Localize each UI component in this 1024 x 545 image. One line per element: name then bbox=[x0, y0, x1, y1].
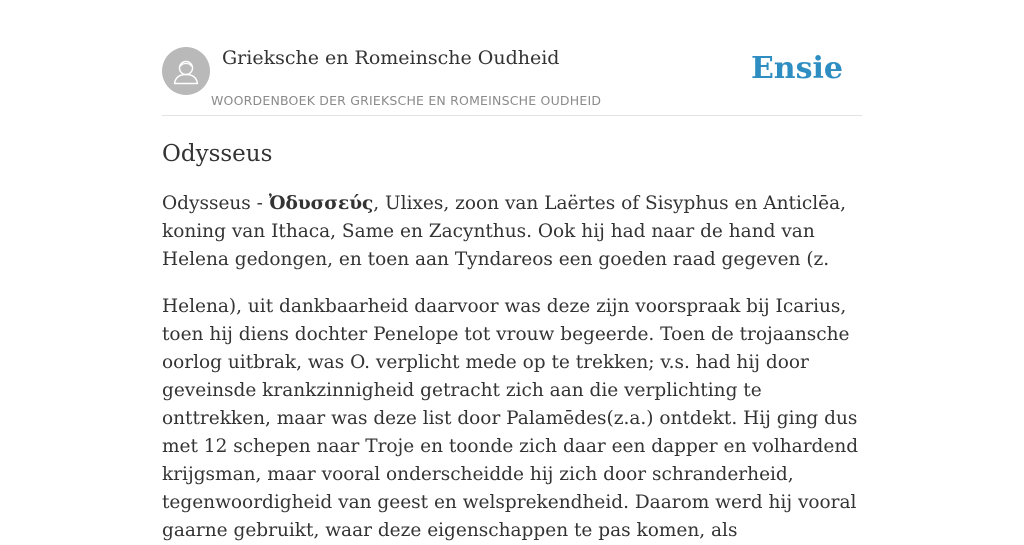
article-paragraph: Helena), uit dankbaarheid daarvoor was deze zijn voorspraak bij Icarius, toen hij diens dochter Penelope tot vrouw begeerde. Toen de trojaansche oorlog uitbrak, was O. verplicht mede op te trekken; v.s. had hij door geveinsde krankzinnigheid getracht zich aan die verplichting te onttrekken, maar was deze list door Palamēdes(z.a.) ontdekt. Hij ging dus met 12 schepen naar Troje en toonde zich daar een dapper en volhardend krijgsman, maar vooral onderscheidde hij zich door schranderheid, tegenwoordigheid van geest en welsprekendheid. Daarom werd hij vooral gaarne gebruikt, waar deze eigenschappen te pas komen, als bbox=[162, 296, 859, 541]
ensie-logo[interactable]: Ensie bbox=[750, 51, 843, 86]
user-icon bbox=[162, 47, 210, 95]
page-header bbox=[162, 0, 862, 116]
paragraph-lead: Odysseus - bbox=[162, 193, 269, 214]
source-subtitle: WOORDENBOEK DER GRIEKSCHE EN ROMEINSCHE OUDHEID bbox=[211, 93, 602, 108]
article-paragraph bbox=[162, 190, 862, 274]
paragraph-text: , Ulixes, zoon van Laërtes of Sisyphus en Anticlēa, koning van Ithaca, Same en Zacynthus. Ook hij had naar de hand van Helena gedongen, en toen aan Tyndareos een goeden raad gegeven (z. bbox=[162, 193, 847, 270]
greek-term: Ὀδυσσεύς bbox=[268, 193, 374, 214]
source-title[interactable]: Grieksche en Romeinsche Oudheid bbox=[222, 47, 560, 69]
article-title: Odysseus bbox=[162, 141, 273, 167]
source-avatar[interactable] bbox=[162, 47, 210, 95]
article bbox=[162, 138, 862, 545]
